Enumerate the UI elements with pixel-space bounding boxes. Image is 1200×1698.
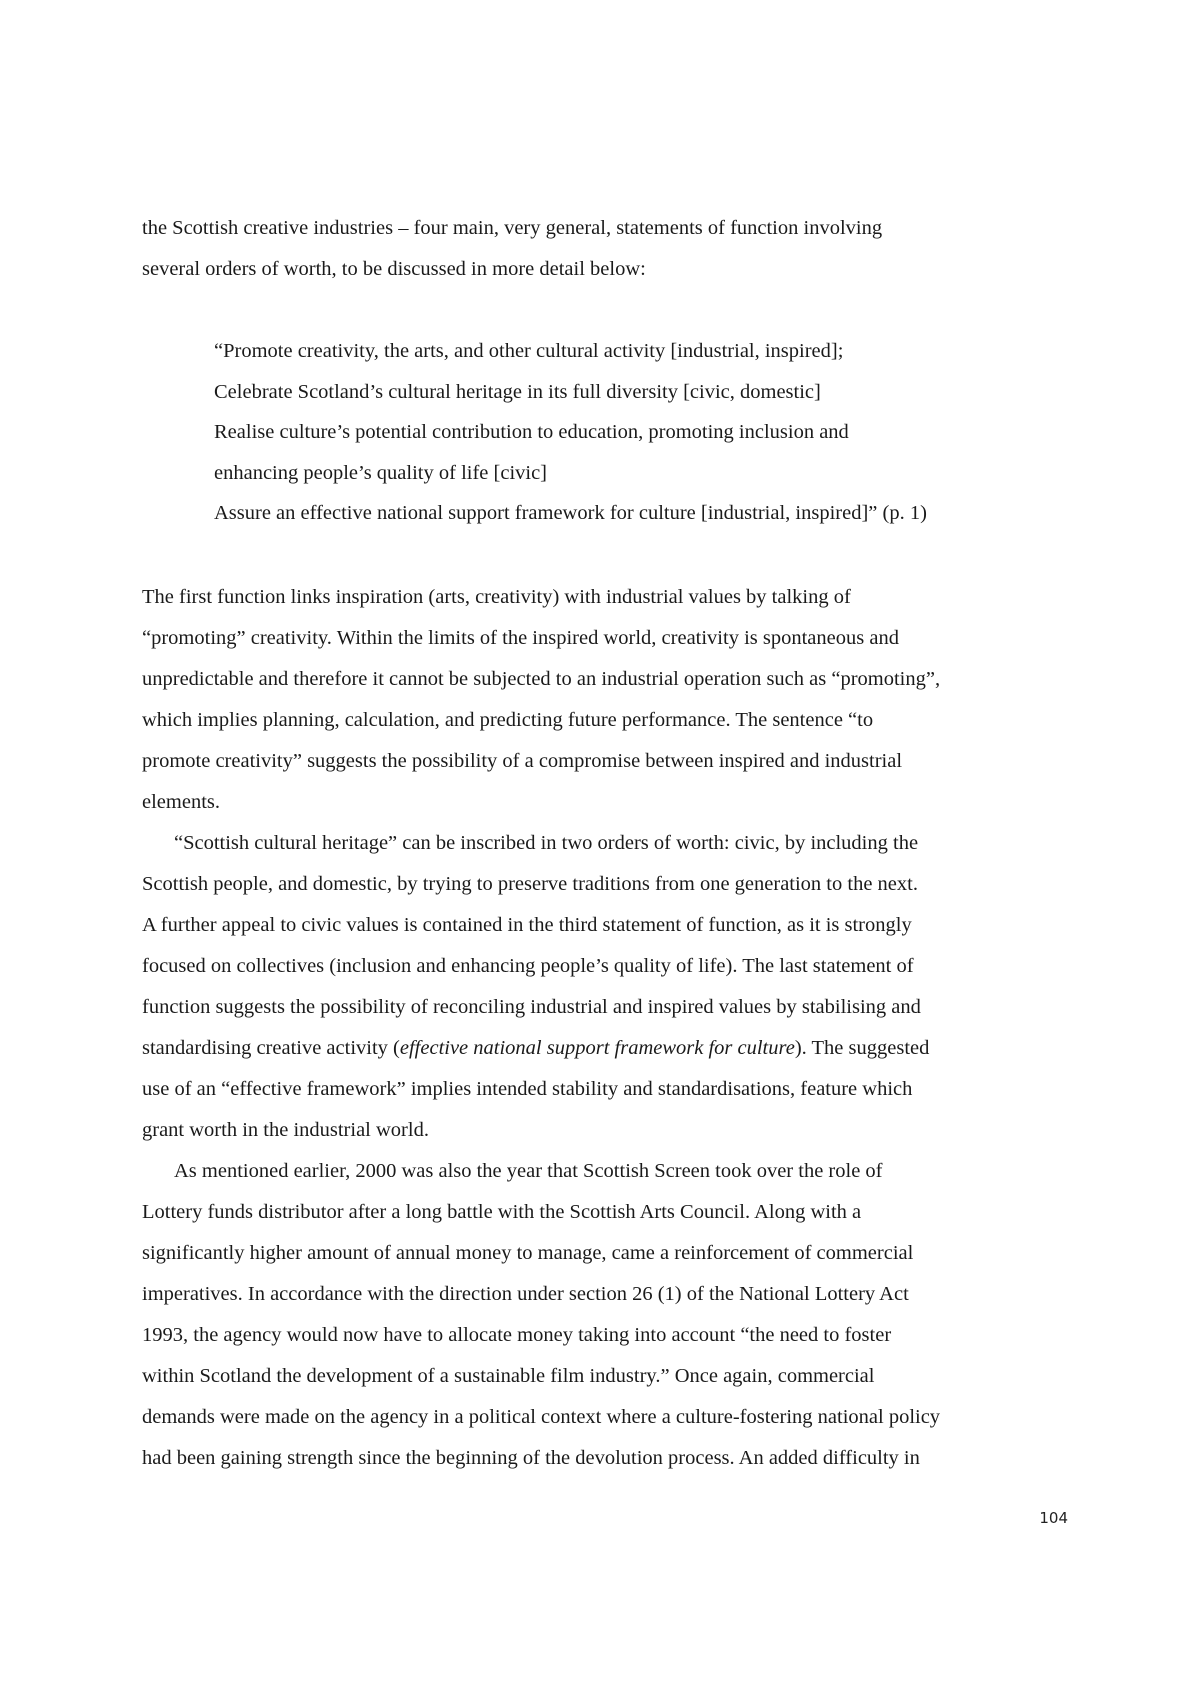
text-line: “Scottish cultural heritage” can be inscribed in two orders of worth: civic, by including the	[174, 832, 919, 854]
text-line: Lottery funds distributor after a long battle with the Scottish Arts Council. Along with a	[142, 1201, 862, 1223]
text-line: function suggests the possibility of reconciling industrial and inspired values by stabilising and	[142, 996, 921, 1018]
text-line: elements.	[142, 791, 220, 813]
text-line: which implies planning, calculation, and predicting future performance. The sentence “to	[142, 709, 874, 731]
quote-line: “Promote creativity, the arts, and other cultural activity [industrial, inspired];	[214, 340, 844, 362]
text-line: use of an “effective framework” implies intended stability and standardisations, feature which	[142, 1078, 913, 1100]
text-line: The first function links inspiration (arts, creativity) with industrial values by talking of	[142, 586, 851, 608]
quote-line: Celebrate Scotland’s cultural heritage in its full diversity [civic, domestic]	[214, 380, 821, 403]
intro-paragraph	[142, 208, 1072, 290]
paragraph-2	[142, 823, 1072, 1151]
body-text	[142, 577, 1072, 1479]
text-line: grant worth in the industrial world.	[142, 1119, 429, 1141]
text-line: promote creativity” suggests the possibility of a compromise between inspired and industrial	[142, 750, 903, 772]
text-line: focused on collectives (inclusion and enhancing people’s quality of life). The last statement of	[142, 955, 914, 977]
page-number: 104	[1039, 1509, 1068, 1527]
text-span: standardising creative activity (	[142, 1037, 400, 1059]
text-line: imperatives. In accordance with the direction under section 26 (1) of the National Lottery Act	[142, 1283, 909, 1305]
text-line: 1993, the agency would now have to allocate money taking into account “the need to foster	[142, 1324, 892, 1346]
text-line: “promoting” creativity. Within the limits of the inspired world, creativity is spontaneous and	[142, 627, 899, 649]
text-line: As mentioned earlier, 2000 was also the year that Scottish Screen took over the role of	[174, 1160, 883, 1182]
italic-phrase: effective national support framework for culture	[399, 1037, 795, 1059]
text-line	[142, 1028, 1072, 1069]
quote-line: Realise culture’s potential contribution to education, promoting inclusion and	[214, 421, 849, 443]
text-line: Scottish people, and domestic, by trying to preserve traditions from one generation to the next.	[142, 873, 918, 895]
text-line: within Scotland the development of a sustainable film industry.” Once again, commercial	[142, 1365, 875, 1387]
text-line: demands were made on the agency in a political context where a culture-fostering national policy	[142, 1406, 941, 1428]
paragraph-1	[142, 577, 1072, 823]
quote-line: enhancing people’s quality of life [civic]	[214, 461, 548, 484]
text-line: several orders of worth, to be discussed in more detail below:	[142, 258, 646, 280]
quote-line: Assure an effective national support framework for culture [industrial, inspired]” (p. 1)	[214, 502, 927, 524]
text-line: A further appeal to civic values is contained in the third statement of function, as it is strongly	[142, 914, 912, 936]
text-line: had been gaining strength since the beginning of the devolution process. An added difficulty in	[142, 1447, 920, 1469]
text-line: significantly higher amount of annual money to manage, came a reinforcement of commercial	[142, 1242, 914, 1264]
text-line: unpredictable and therefore it cannot be subjected to an industrial operation such as “promoting”,	[142, 668, 941, 690]
block-quote	[214, 331, 927, 534]
paragraph-3	[142, 1151, 1072, 1479]
text-line: the Scottish creative industries – four main, very general, statements of function involving	[142, 217, 883, 239]
text-span: ). The suggested	[794, 1037, 930, 1059]
